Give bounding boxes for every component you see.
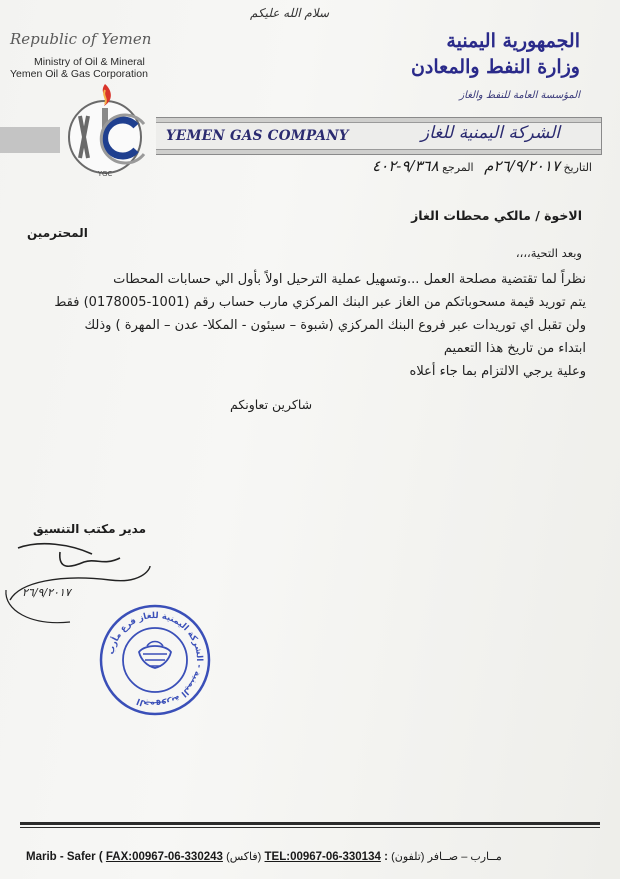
ar-ministry-title: وزارة النفط والمعادن [410,56,580,78]
body-line-4: ابتداء من تاريخ هذا التعميم [443,341,586,356]
addressee: الاخوة / مالكي محطات الغاز [411,208,582,223]
footer-place: Marib - Safer [26,851,96,863]
footer-place-ar: مــارب – صــافر [427,851,502,863]
ar-corporation-line: المؤسسة العامة للنفط والغاز [459,90,580,101]
seal-text: الجمهورية اليمنية - الشركة اليمنية للغاز فرع مأرب [106,610,205,710]
date-label: التاريخ [563,161,592,174]
company-name-ar: الشركة اليمنية للغاز [420,123,560,143]
logo-letters: YGC [97,170,113,178]
ar-republic-title: الجمهورية اليمنية [446,30,580,52]
footer-tel-ar: (تلفون) [391,851,425,863]
body-line-5: وعلية يرجي الالتزام بما جاء أعلاه [409,364,586,379]
ygc-logo-icon [58,82,152,178]
footer-fax-ar: (فاكس) [226,851,262,863]
signatory-title: مدير مكتب التنسيق [33,522,147,536]
company-name-en: YEMEN GAS COMPANY [166,128,349,144]
ref-label: المرجع [442,161,474,174]
date-ref-line [372,157,592,175]
footer-contact-line: Marib - Safer ( FAX:00967-06-330243 (فاكس) TEL:00967-06-330134 : (تلفون) مــارب – صــافر [26,851,502,863]
body-line-3: ولن تقبل اي توريدات عبر فروع البنك المركزي (شبوة – سيئون - المكلا- عدن – المهرة ) وذلك [84,318,586,333]
body-line-1: نظراً لما تقتضية مصلحة العمل ...وتسهيل عملية الترحيل اولاً بأول الي حسابات المحطات [113,272,586,287]
honorific: المحترمين [27,226,88,240]
footer-rule-thin [20,827,600,828]
top-handwriting: سلام الله عليكم [250,6,330,20]
body-line-2: يتم توريد قيمة مسحوباتكم من الغاز عبر البنك المركزي مارب حساب رقم (1001-0178005) فقط [54,295,586,310]
footer-fax: FAX:00967-06-330243 [105,851,223,863]
en-corporation-line: Yemen Oil & Gas Corporation [10,68,148,80]
date-value: ٢٦/٩/٢٠١٧م [484,157,560,175]
footer-tel: TEL:00967-06-330134 [264,851,381,863]
footer-rule-thick [20,822,600,825]
banner-left-band [0,127,60,153]
greeting: وبعد التحية،،،، [515,246,582,260]
official-seal-icon [99,604,211,716]
signature-date: ٢٦/٩/٢٠١٧ [22,586,71,599]
en-ministry-line: Ministry of Oil & Mineral [34,56,145,68]
closing-thanks: شاكرين تعاونكم [230,397,313,412]
en-republic-title: Republic of Yemen [10,30,152,48]
ref-value: ٩/٣٦٨-٤٠٢ [372,157,439,175]
